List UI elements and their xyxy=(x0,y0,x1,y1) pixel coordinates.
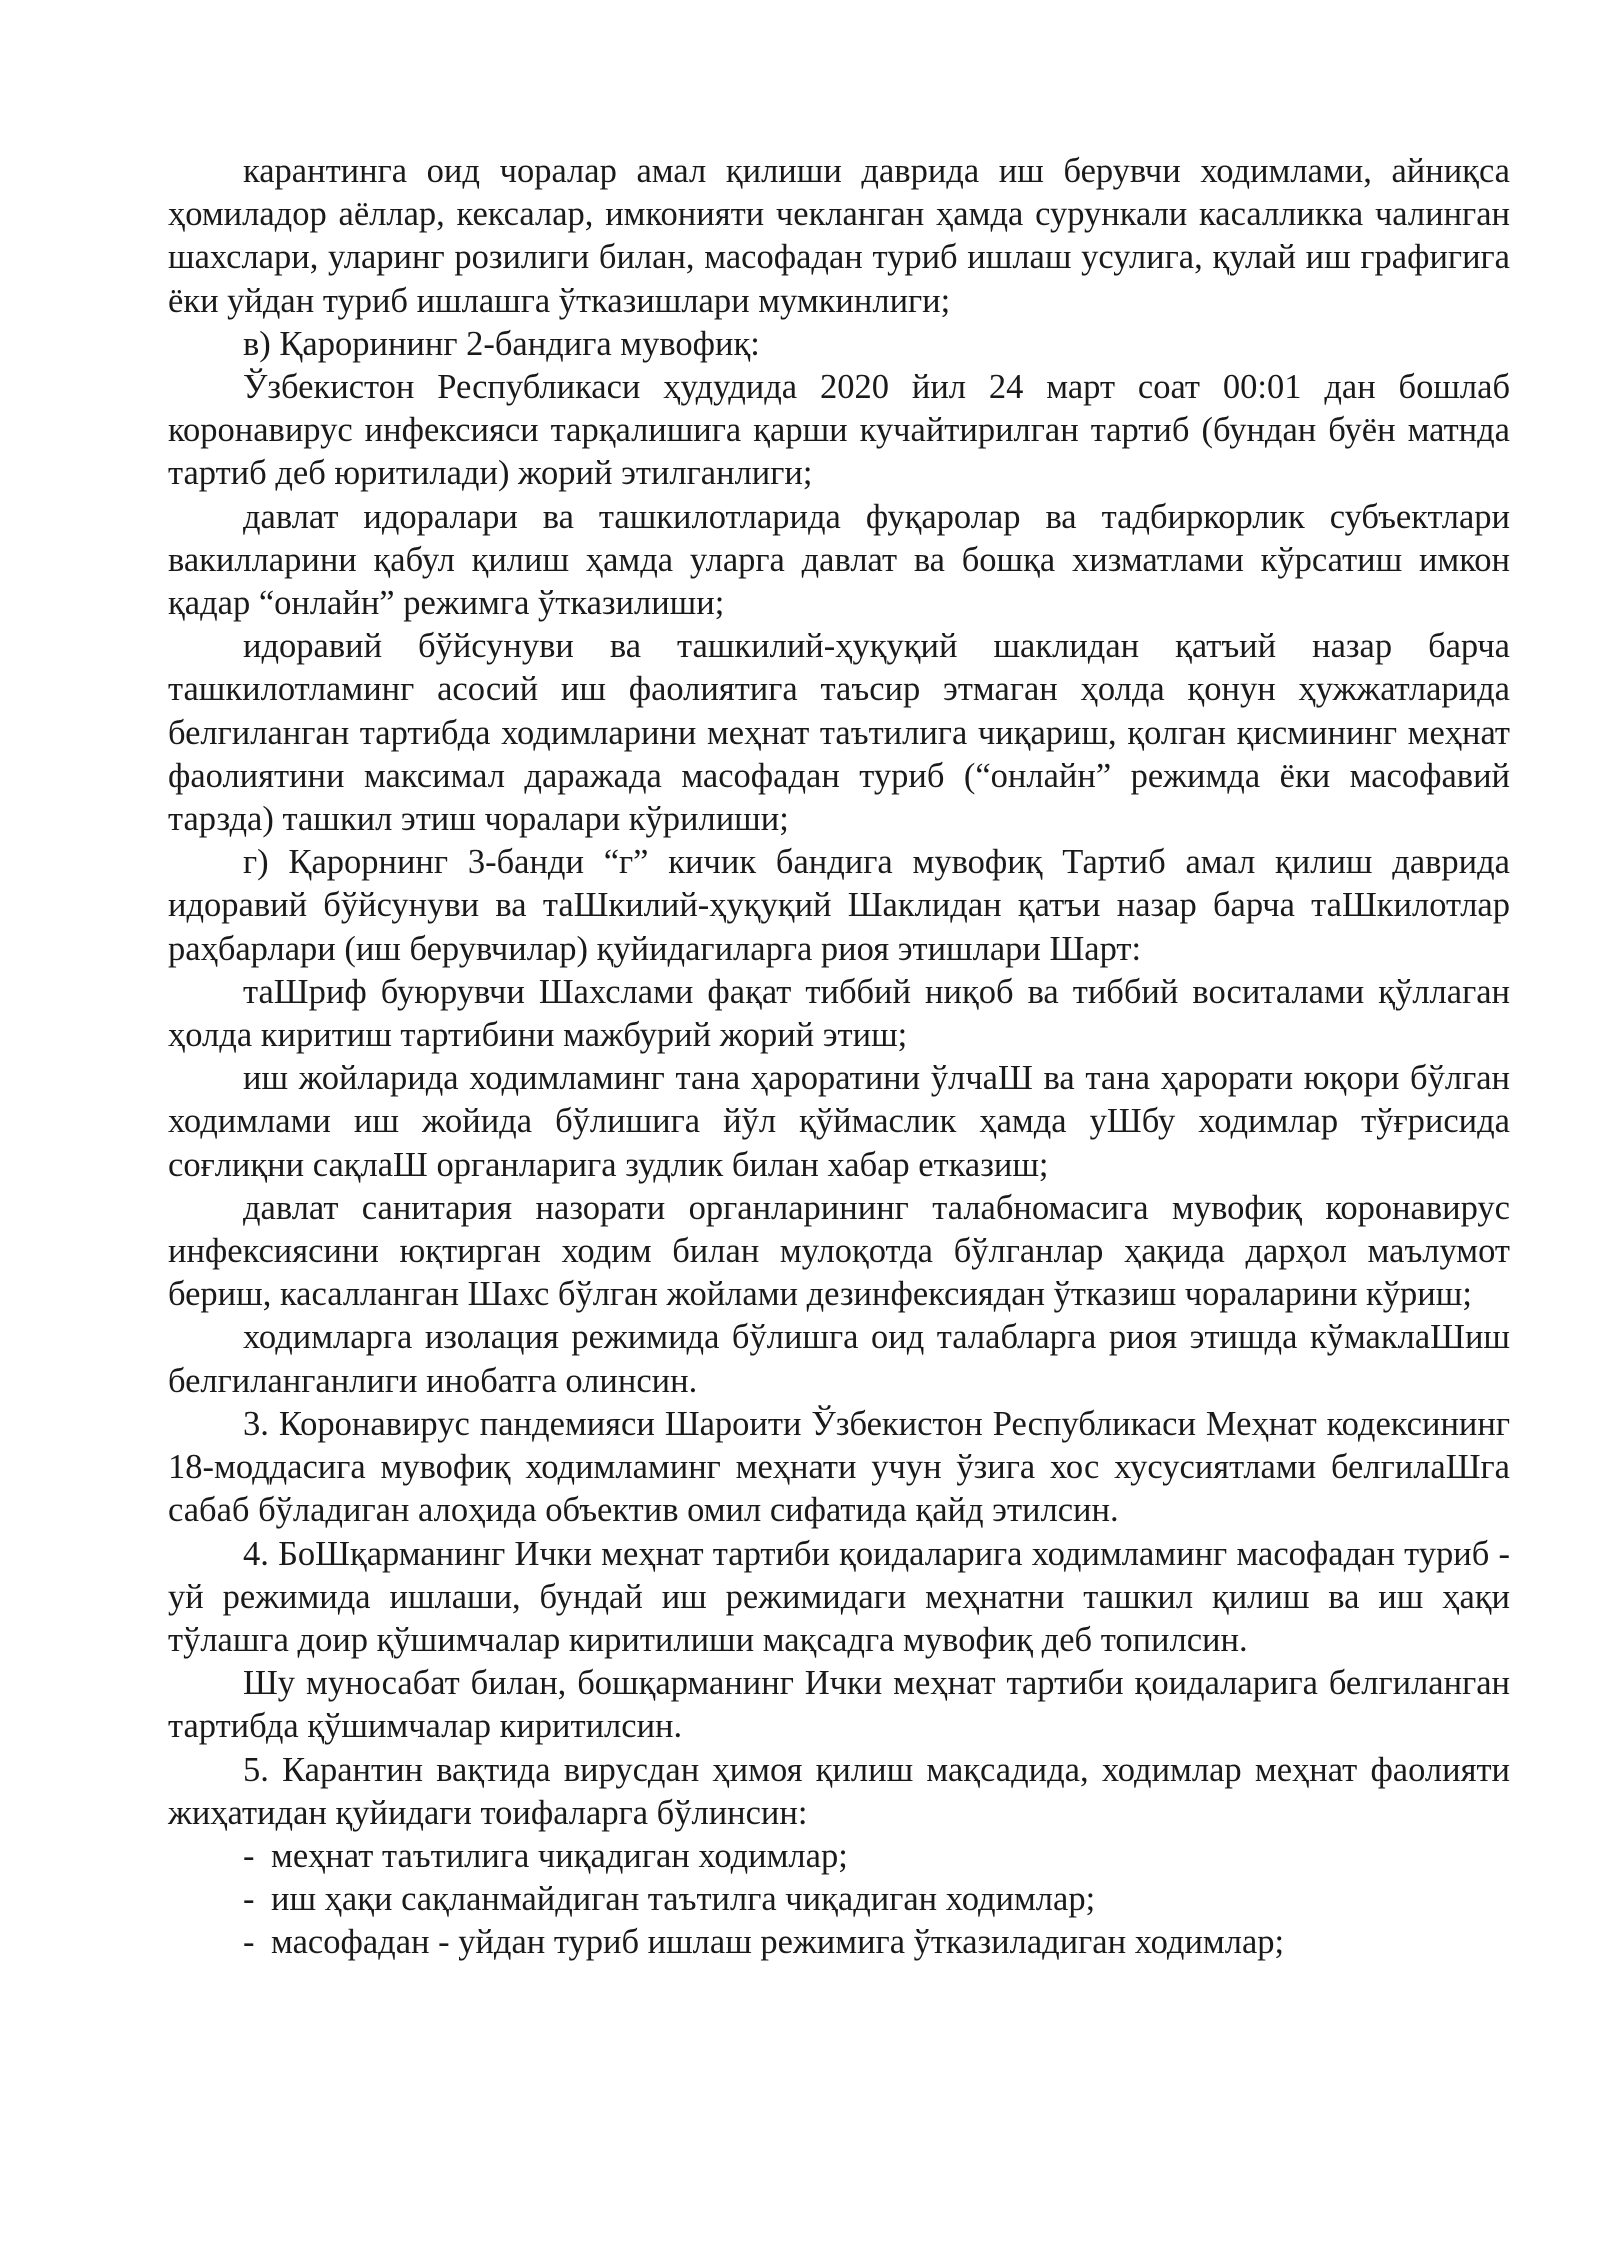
paragraph-resolution-item-3g: г) Қарорнинг 3-банди “г” кичик бандига мувофиқ Тартиб амал қилиш даврида идоравий бўйсунуви ва таШкилий-ҳуқуқий Шаклидан қатъи назар барча таШкилотлар раҳбарлари (иш берувчилар) қуйидагиларга риоя этишлари Шарт: xyxy=(168,843,1510,968)
list-item xyxy=(168,1921,1510,1964)
bullet-marker: - xyxy=(243,1836,255,1875)
paragraph-sanitary-supervision: давлат санитария назорати органларининг талабномасига мувофиқ коронавирус инфексиясини юқтирган ходим билан мулоқотда бўлганлар ҳақида дарҳол маълумот бериш, касалланган Шахс бўлган жойлами дезинфексиядан ўтказиш чораларини кўриш; xyxy=(168,1188,1510,1314)
paragraph-online-services: давлат идоралари ва ташкилотларида фуқаролар ва тадбиркорлик субъектлари вакилларини қабул қилиш ҳамда уларга давлат ва бошқа хизматлами кўрсатиш имкон қадар “онлайн” режимга ўтказилиши; xyxy=(168,497,1510,623)
list-item xyxy=(168,1878,1510,1921)
paragraph-temperature-check: иш жойларида ходимламинг тана ҳароратини ўлчаШ ва тана ҳарорати юқори бўлган ходимлами иш жойида бўлишига йўл қўймаслик ҳамда уШбу ходимлар тўғрисида соғлиқни сақлаШ органларига зудлик билан хабар етказиш; xyxy=(168,1059,1510,1184)
document-body xyxy=(168,150,1510,1965)
list-item xyxy=(168,1835,1510,1878)
paragraph-item-3: 3. Коронавирус пандемияси Шароити Ўзбекистон Республикаси Меҳнат кодексининг 18-моддасига мувофиқ ходимламинг меҳнати учун ўзига хос хусусиятлами белгилаШга сабаб бўладиган алоҳида объектив омил сифатида қайд этилсин. xyxy=(168,1404,1510,1530)
paragraph-internal-rules-additions: Шу муносабат билан, бошқарманинг Ички меҳнат тартиби қоидаларига белгиланган тартибда қўшимчалар киритилсин. xyxy=(168,1664,1510,1746)
bullet-marker: - xyxy=(243,1923,255,1962)
paragraph-quarantine-remote-work: карантинга оид чоралар амал қилиши даврида иш берувчи ходимлами, айниқса ҳомиладор аёллар, кексалар, имконияти чекланган ҳамда сурункали касалликка чалинган шахслари, уларинг розилиги билан, масофадан туриб ишлаш усулига, қулай иш графигига ёки уйдан туриб ишлашга ўтказишлари мумкинлиги; xyxy=(168,152,1510,320)
paragraph-visitor-masks: таШриф буюрувчи Шахслами фақат тиббий ниқоб ва тиббий воситалами қўллаган ҳолда киритиш тартибини мажбурий жорий этиш; xyxy=(168,972,1510,1055)
list-item-text: иш ҳақи сақланмайдиган таътилга чиқадиган ходимлар; xyxy=(271,1880,1096,1919)
paragraph-strengthened-regime: Ўзбекистон Республикаси ҳудудида 2020 йил 24 март соат 00:01 дан бошлаб коронавирус инфексияси тарқалишига қарши кучайтирилган тартиб (бундан буён матнда тартиб деб юритилади) жорий этилганлиги; xyxy=(168,368,1510,493)
paragraph-item-4: 4. БоШқарманинг Ички меҳнат тартиби қоидаларига ходимламинг масофадан туриб - уй режимида ишлаши, бундай иш режимидаги меҳнатни ташкил қилиш ва иш ҳақи тўлашга доир қўшимчалар киритилиши мақсадга мувофиқ деб топилсин. xyxy=(168,1534,1510,1659)
paragraph-isolation-assistance: ходимларга изолация режимида бўлишга оид талабларга риоя этишда кўмаклаШиш белгиланганлиги инобатга олинсин. xyxy=(168,1318,1510,1400)
paragraph-resolution-item-2: в) Қарорининг 2-бандига мувофиқ: xyxy=(243,324,760,363)
bullet-marker: - xyxy=(243,1880,255,1919)
list-item-text: меҳнат таътилига чиқадиган ходимлар; xyxy=(271,1836,848,1875)
paragraph-item-5: 5. Карантин вақтида вирусдан ҳимоя қилиш мақсадида, ходимлар меҳнат фаолияти жиҳатидан қуйидаги тоифаларга бўлинсин: xyxy=(168,1750,1510,1832)
list-item-text: масофадан - уйдан туриб ишлаш режимига ўтказиладиган ходимлар; xyxy=(271,1923,1285,1962)
paragraph-labor-leave-remote: идоравий бўйсунуви ва ташкилий-ҳуқуқий шаклидан қатъий назар барча ташкилотламинг асосий иш фаолиятига таъсир этмаган ҳолда қонун ҳужжатларида белгиланган тартибда ходимларини меҳнат таътилига чиқариш, қолган қисмининг меҳнат фаолиятини максимал даражада масофадан туриб (“онлайн” режимда ёки масофавий тарзда) ташкил этиш чоралари кўрилиши; xyxy=(168,627,1510,839)
